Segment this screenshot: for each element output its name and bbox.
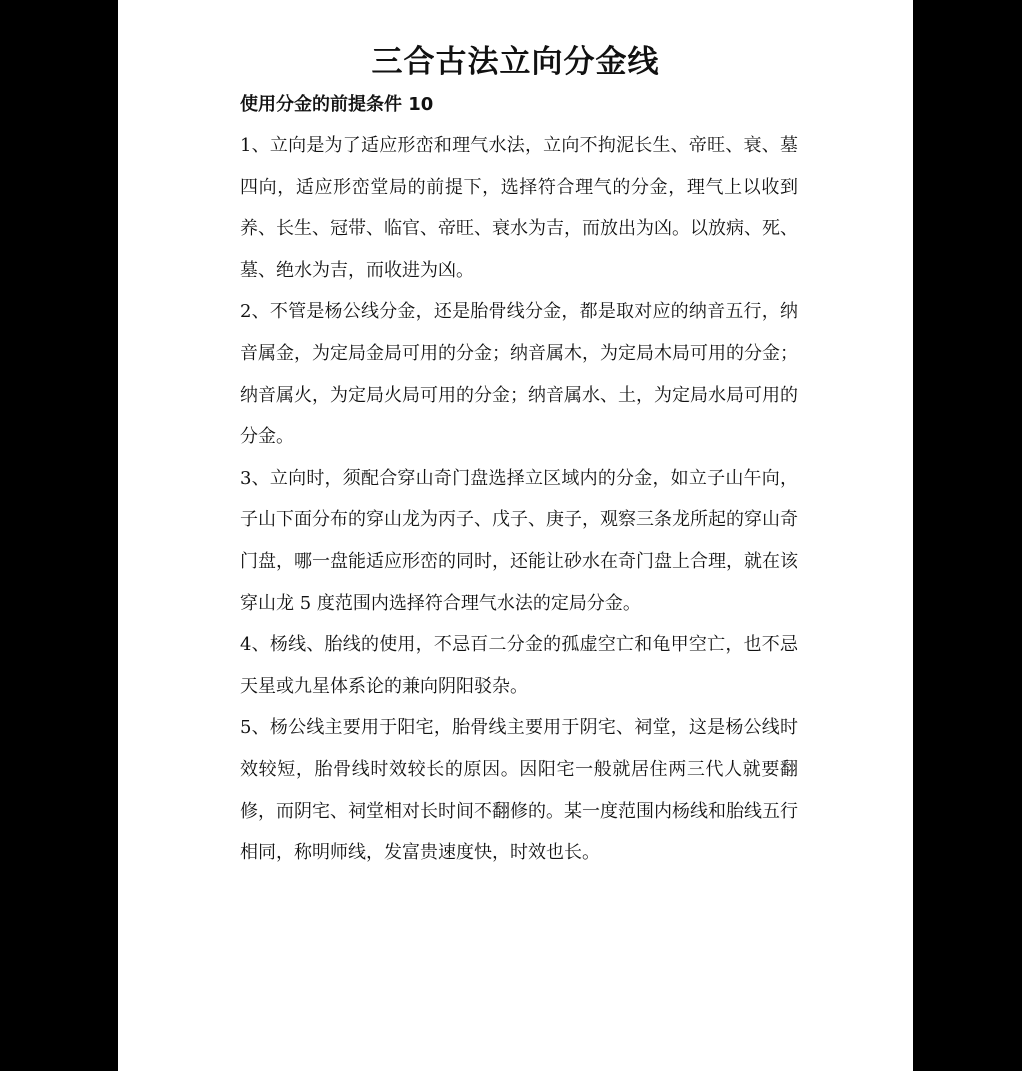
paragraph-3: 3、立向时，须配合穿山奇门盘选择立区域内的分金，如立子山午向，子山下面分布的穿山龙为丙子、戊子、庚子，观察三条龙所起的穿山奇门盘，哪一盘能适应形峦的同时，还能让砂水在奇门盘上合理，就在该穿山龙 5 度范围内选择符合理气水法的定局分金。: [240, 467, 798, 614]
page-title: 三合古法立向分金线: [371, 44, 660, 80]
paragraph-5: 5、杨公线主要用于阳宅，胎骨线主要用于阴宅、祠堂，这是杨公线时效较短，胎骨线时效较长的原因。因阳宅一般就居住两三代人就要翻修，而阴宅、祠堂相对长时间不翻修的。某一度范围内杨线和胎线五行相同，称明师线，发富贵速度快，时效也长。: [240, 717, 798, 864]
paragraph-4: 4、杨线、胎线的使用，不忌百二分金的孤虚空亡和龟甲空亡，也不忌天星或九星体系论的兼向阴阳驳杂。: [240, 634, 798, 697]
paragraph-2: 2、不管是杨公线分金，还是胎骨线分金，都是取对应的纳音五行，纳音属金，为定局金局可用的分金；纳音属木，为定局木局可用的分金；纳音属火，为定局火局可用的分金；纳音属水、土，为定局水局可用的分金。: [240, 301, 798, 448]
paragraph-1: 1、立向是为了适应形峦和理气水法，立向不拘泥长生、帝旺、衰、墓四向，适应形峦堂局的前提下，选择符合理气的分金，理气上以收到养、长生、冠带、临官、帝旺、衰水为吉，而放出为凶。以放病、死、墓、绝水为吉，而收进为凶。: [240, 135, 798, 281]
section-heading: 使用分金的前提条件 10: [240, 94, 434, 115]
document-page: [118, 0, 913, 1071]
document-body: [240, 125, 798, 874]
